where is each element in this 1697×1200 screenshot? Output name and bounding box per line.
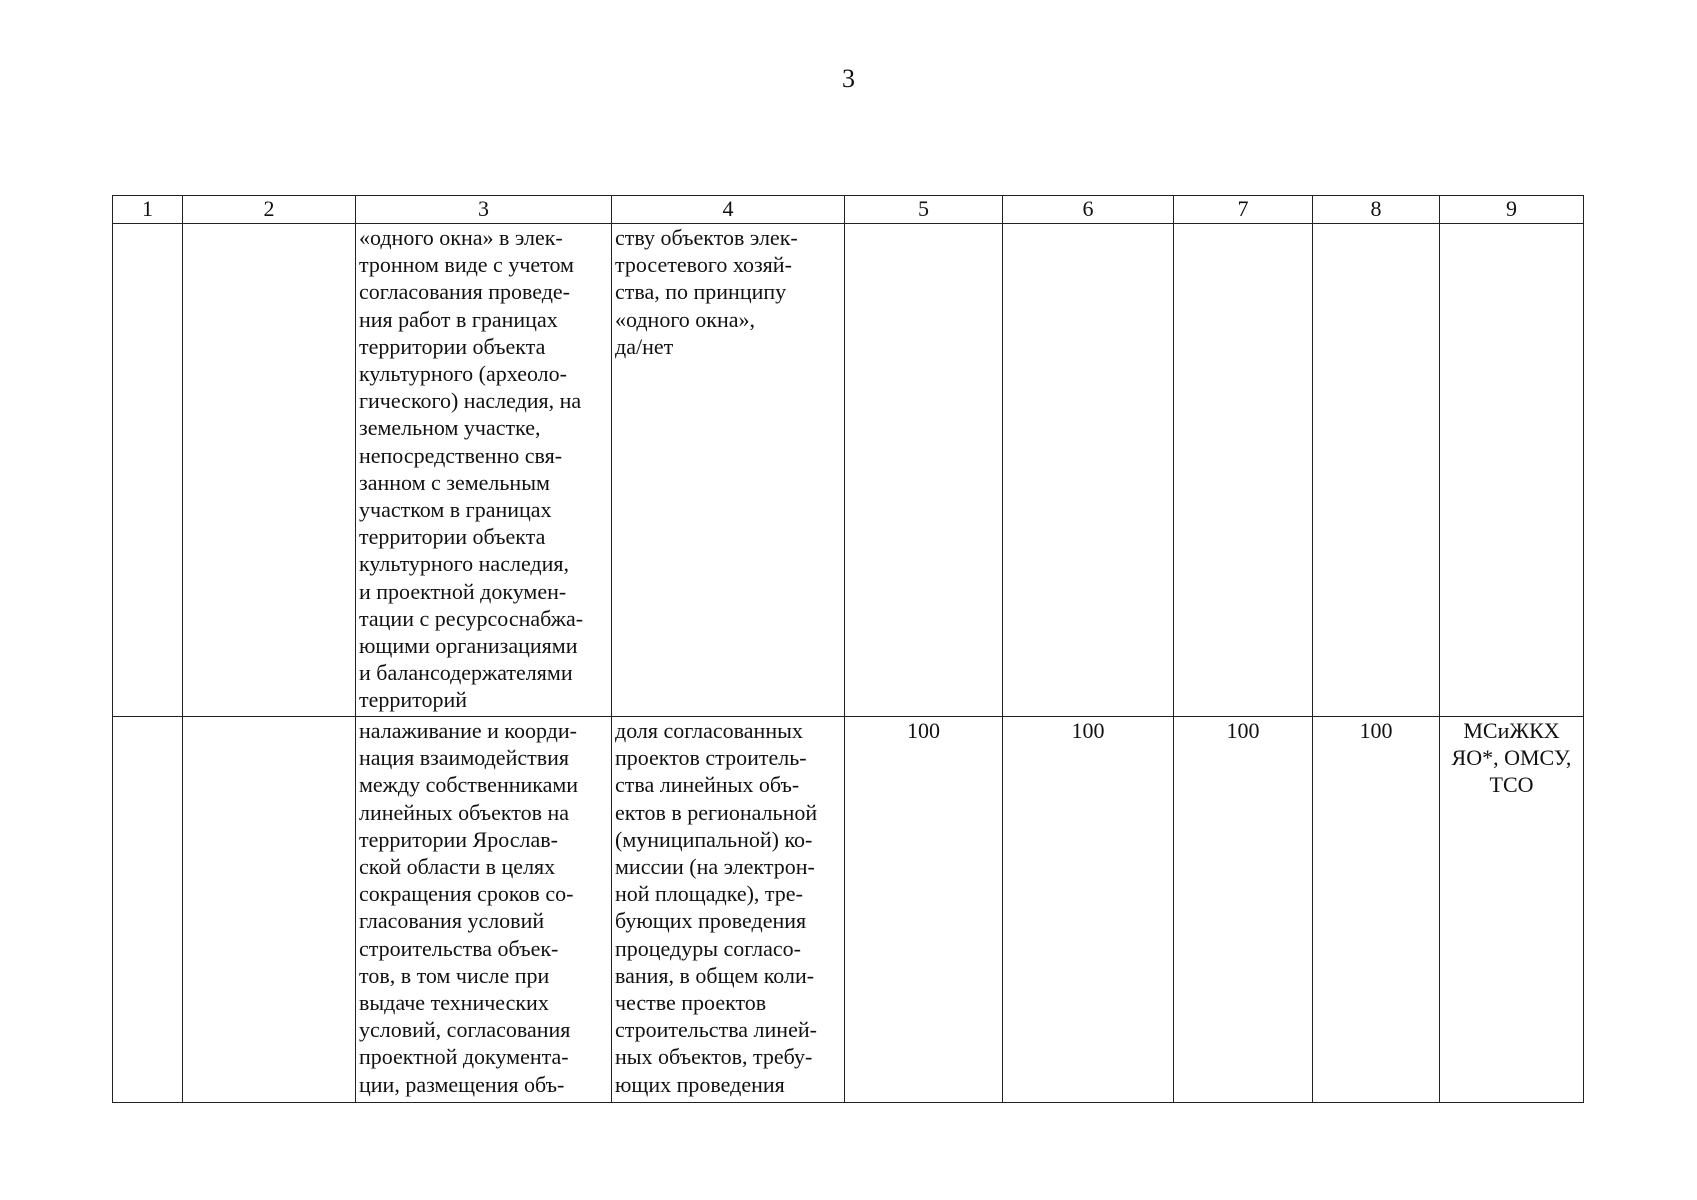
cell-text-line: ства, по принципу [615,279,787,305]
cell-text-line: проектов строитель- [615,745,807,771]
header-row [113,196,1584,224]
cell-text-line: нация взаимодействия [359,745,569,771]
row2-responsible [1440,717,1584,1103]
row2-col5-value: 100 [845,717,1003,1103]
table-row [113,224,1584,717]
cell-text-line: согласования проведе- [359,279,570,305]
cell-text-line: сокращения сроков со- [359,881,574,907]
cell-text-line: (муниципальной) ко- [615,826,813,852]
cell-text-line: ющих проведения [615,1071,785,1097]
cell-text-line: да/нет [615,333,674,359]
row2-indicator-text [612,717,845,1103]
cell-text-line: ТСО [1489,772,1534,798]
row1-col5-value [845,224,1003,717]
cell-text-line: тов, в том числе при [359,962,550,988]
row1-responsible [1440,224,1584,717]
cell-text-line: и проектной докумен- [359,578,567,604]
cell-text-line: участком в границах [359,497,552,523]
cell-text-line: непосредственно свя- [359,442,563,468]
cell-text-line: занном с земельным [359,469,550,495]
cell-text-line: «одного окна», [615,306,756,332]
header-cell-8: 8 [1313,196,1440,224]
cell-text-line: линейных объектов на [359,799,570,825]
cell-text-line: ной площадке), тре- [615,881,803,907]
cell-text-line: строительства объек- [359,935,559,961]
header-cell-1: 1 [113,196,183,224]
cell-text-line: ской области в целях [359,854,556,880]
row1-col2 [183,224,356,717]
cell-text-line: земельном участке, [359,415,541,441]
row1-col6-value [1003,224,1174,717]
cell-text-line: культурного (археоло- [359,361,567,387]
header-cell-4: 4 [612,196,845,224]
cell-text-line: территории объекта [359,333,546,359]
cell-text-line: процедуры согласо- [615,935,802,961]
cell-text-line: вания, в общем коли- [615,962,815,988]
row2-measure-text [356,717,612,1103]
row1-indicator-text [612,224,845,717]
cell-text-line: ЯО*, ОМСУ, [1451,745,1572,771]
cell-text-line: условий, согласования [359,1017,571,1043]
cell-text-line: миссии (на электрон- [615,854,815,880]
cell-text-line: ния работ в границах [359,306,558,332]
header-cell-9: 9 [1440,196,1584,224]
table-row [113,717,1584,1103]
cell-text-line: тации с ресурсоснабжа- [359,605,584,631]
row2-col8-value: 100 [1313,717,1440,1103]
cell-text-line: «одного окна» в элек- [359,225,563,250]
cell-text-line: тросетевого хозяй- [615,252,792,278]
cell-text-line: доля согласованных [615,718,803,743]
cell-text-line: ектов в региональной [615,799,818,825]
cell-text-line: и балансодержателями [359,660,573,686]
row2-col2 [183,717,356,1103]
cell-text-line: территорий [359,687,468,713]
row1-col1 [113,224,183,717]
cell-text-line: проектной документа- [359,1044,569,1070]
page-number: 3 [842,64,855,93]
cell-text-line: культурного наследия, [359,551,569,577]
header-cell-2: 2 [183,196,356,224]
row2-col1 [113,717,183,1103]
header-cell-7: 7 [1174,196,1313,224]
cell-text-line: бующих проведения [615,908,807,934]
cell-text-line: ных объектов, требу- [615,1044,813,1070]
row1-measure-text [356,224,612,717]
cell-text-line: ции, размещения объ- [359,1071,565,1097]
cell-text-line: ющими организациями [359,633,578,659]
row2-col6-value: 100 [1003,717,1174,1103]
row2-col7-value: 100 [1174,717,1313,1103]
header-cell-5: 5 [845,196,1003,224]
cell-text-line: тронном виде с учетом [359,252,574,278]
header-cell-6: 6 [1003,196,1174,224]
cell-text-line: строительства линей- [615,1017,817,1043]
cell-text-line: выдаче технических [359,990,549,1016]
cell-text-line: налаживание и коорди- [359,718,577,743]
cell-text-line: между собственниками [359,772,579,798]
cell-text-line: МСиЖКХ [1463,718,1560,743]
cell-text-line: территории объекта [359,524,546,550]
cell-text-line: территории Ярослав- [359,826,558,852]
cell-text-line: ству объектов элек- [615,225,798,250]
cell-text-line: честве проектов [615,990,767,1016]
row1-col7-value [1174,224,1313,717]
indicators-table [112,195,1584,1103]
header-cell-3: 3 [356,196,612,224]
cell-text-line: ства линейных объ- [615,772,800,798]
row1-col8-value [1313,224,1440,717]
cell-text-line: гического) наследия, на [359,388,582,414]
cell-text-line: гласования условий [359,908,545,934]
